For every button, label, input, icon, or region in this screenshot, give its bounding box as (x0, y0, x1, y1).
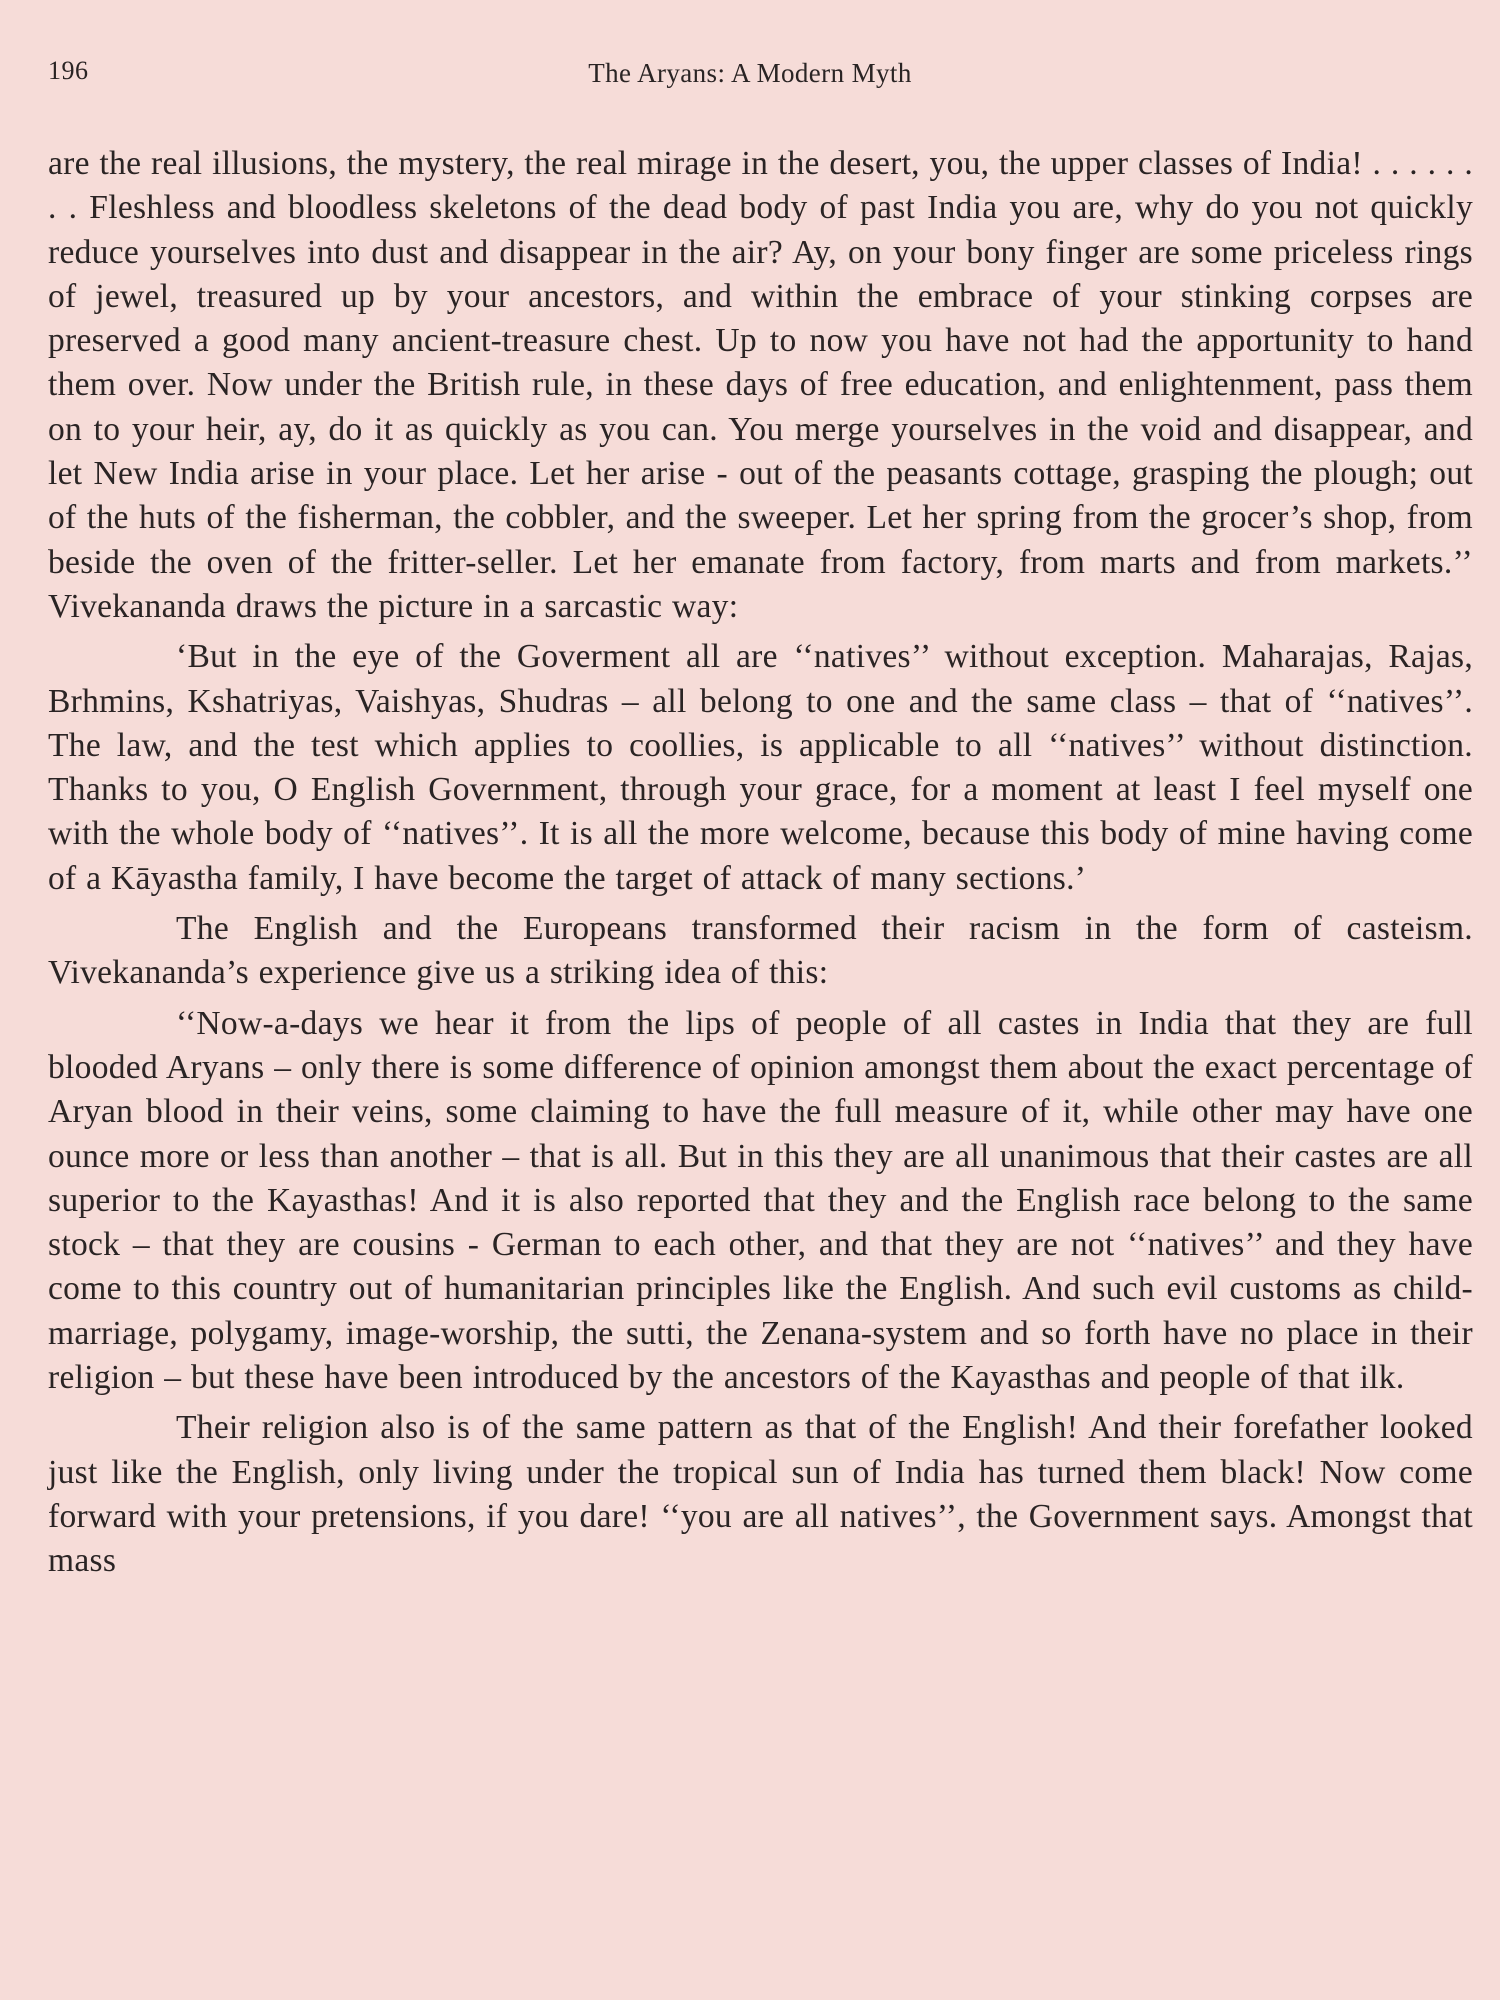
paragraph-2-quote: ‘But in the eye of the Goverment all are ‘‘natives’’ without exception. Maharajas, Rajas, Brhmins, Kshatriyas, Vaishyas, Shudras – all belong to one and the same class – that of ‘‘natives’’. The law, and the test which applies to coollies, is applicable to all ‘‘natives’’ without distinction. Thanks to you, O English Government, through your grace, for a moment at least I feel myself one with the whole body of ‘‘natives’’. It is all the more welcome, because this body of mine having come of a Kāyastha family, I have become the target of attack of many sections.’ (48, 638, 1473, 897)
body-text (48, 142, 1473, 1590)
paragraph-3: The English and the Europeans transformed their racism in the form of casteism. Vivekananda’s experience give us a striking idea of this: (48, 910, 1473, 992)
page-number: 196 (48, 56, 89, 85)
paragraph-5: Their religion also is of the same pattern as that of the English! And their forefather looked just like the English, only living under the tropical sun of India has turned them black! Now come forward with your pretensions, if you dare! ‘‘you are all natives’’, the Government says. Amongst that mass (48, 1409, 1473, 1580)
running-title: The Aryans: A Modern Myth (588, 58, 912, 88)
paragraph-1: are the real illusions, the mystery, the real mirage in the desert, you, the upper classes of India! . . . . . . . . Fleshless and bloodless skeletons of the dead body of past India you are, why do you not quickly reduce yourselves into dust and disappear in the air? Ay, on your bony finger are some priceless rings of jewel, treasured up by your ancestors, and within the embrace of your stinking corpses are preserved a good many ancient-treasure chest. Up to now you have not had the apportunity to hand them over. Now under the British rule, in these days of free education, and enlightenment, pass them on to your heir, ay, do it as quickly as you can. You merge yourselves in the void and disappear, and let New India arise in your place. Let her arise - out of the peasants cottage, grasping the plough; out of the huts of the fisherman, the cobbler, and the sweeper. Let her spring from the grocer’s shop, from beside the oven of the fritter-seller. Let her emanate from factory, from marts and from markets.’’ Vivekananda draws the picture in a sarcastic way: (48, 145, 1473, 625)
paragraph-4-quote: ‘‘Now-a-days we hear it from the lips of people of all castes in India that they are full blooded Aryans – only there is some difference of opinion amongst them about the exact percentage of Aryan blood in their veins, some claiming to have the full measure of it, while other may have one ounce more or less than another – that is all. But in this they are all unanimous that their castes are all superior to the Kayasthas! And it is also reported that they and the English race belong to the same stock – that they are cousins - German to each other, and that they are not ‘‘natives’’ and they have come to this country out of humanitarian principles like the English. And such evil customs as child-marriage, polygamy, image-worship, the sutti, the Zenana-system and so forth have no place in their religion – but these have been introduced by the ancestors of the Kayasthas and people of that ilk. (48, 1004, 1473, 1397)
